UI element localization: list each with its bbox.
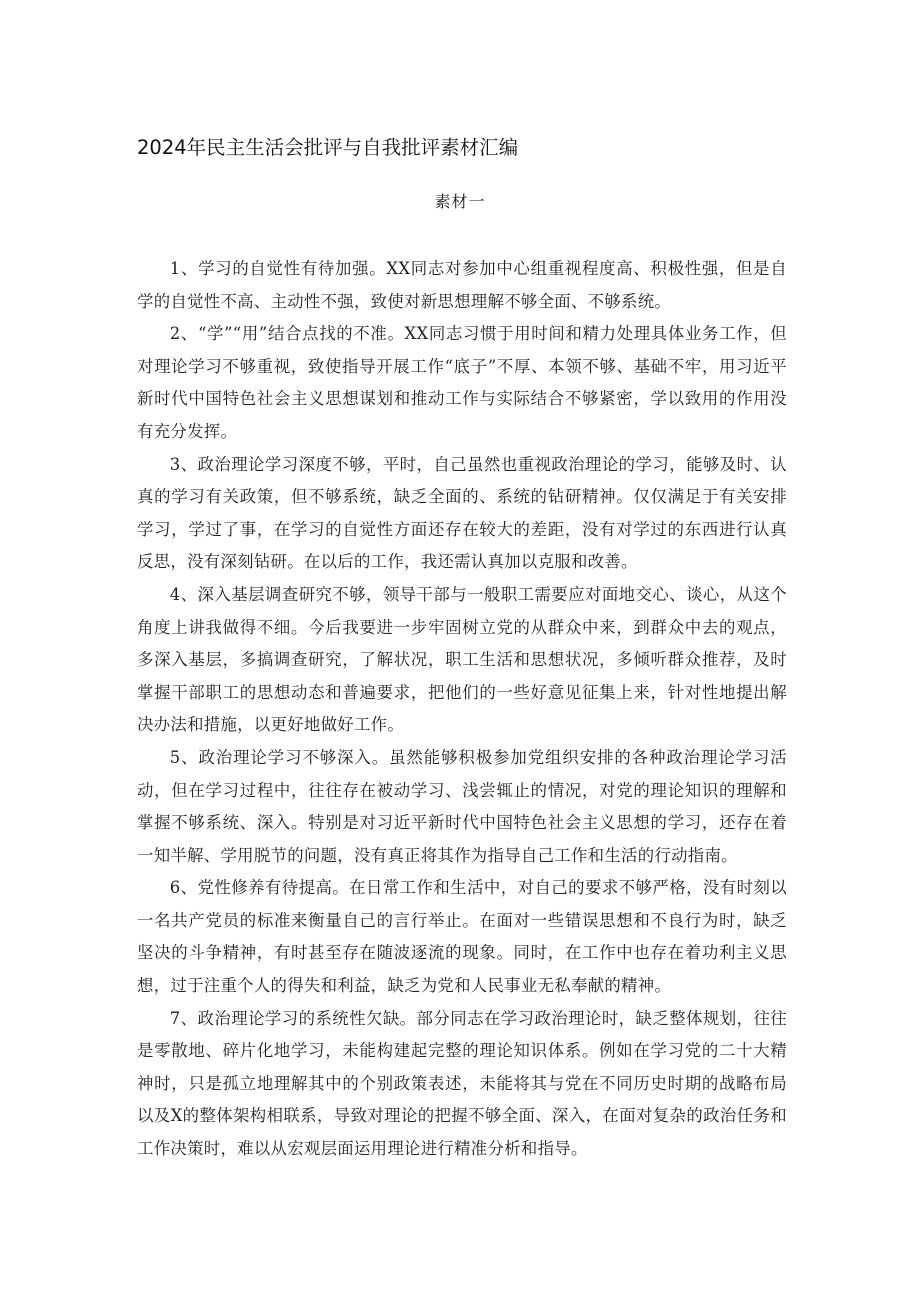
document-title: 2024年民主生活会批评与自我批评素材汇编 — [137, 136, 519, 159]
paragraph-6: 6、党性修养有待提高。在日常工作和生活中，对自己的要求不够严格，没有时刻以一名共产党员的标准来衡量自己的言行举止。在面对一些错误思想和不良行为时，缺乏坚决的斗争精神，有时甚至存在随波逐流的现象。同时，在工作中也存在着功利主义思想，过于注重个人的得失和利益，缺乏为党和人民事业无私奉献的精神。 — [137, 878, 787, 996]
section-heading: 素材一 — [434, 192, 486, 211]
paragraph-5: 5、政治理论学习不够深入。虽然能够积极参加党组织安排的各种政治理论学习活动，但在学习过程中，往往存在被动学习、浅尝辄止的情况，对党的理论知识的理解和掌握不够系统、深入。特别是对习近平新时代中国特色社会主义思想的学习，还存在着一知半解、学用脱节的问题，没有真正将其作为指导自己工作和生活的行动指南。 — [137, 747, 787, 865]
paragraph-3: 3、政治理论学习深度不够，平时，自己虽然也重视政治理论的学习，能够及时、认真的学习有关政策，但不够系统，缺乏全面的、系统的钻研精神。仅仅满足于有关安排学习，学过了事，在学习的自觉性方面还存在较大的差距，没有对学过的东西进行认真反思，没有深刻钻研。在以后的工作，我还需认真加以克服和改善。 — [137, 454, 787, 572]
paragraph-1: 1、学习的自觉性有待加强。XX同志对参加中心组重视程度高、积极性强，但是自学的自觉性不高、主动性不强，致使对新思想理解不够全面、不够系统。 — [137, 259, 787, 311]
document-body — [137, 253, 787, 1166]
paragraph-4: 4、深入基层调查研究不够，领导干部与一般职工需要应对面地交心、谈心，从这个角度上讲我做得不细。今后我要进一步牢固树立党的从群众中来，到群众中去的观点，多深入基层，多搞调查研究，了解状况，职工生活和思想状况，多倾听群众推荐，及时掌握干部职工的思想动态和普遍要求，把他们的一些好意见征集上来，针对性地提出解决办法和措施，以更好地做好工作。 — [137, 584, 787, 735]
paragraph-2: 2、“学”“用”结合点找的不准。XX同志习惯于用时间和精力处理具体业务工作，但对理论学习不够重视，致使指导开展工作“底子”不厚、本领不够、基础不牢，用习近平新时代中国特色社会主义思想谋划和推动工作与实际结合不够紧密，学以致用的作用没有充分发挥。 — [137, 324, 787, 441]
paragraph-7: 7、政治理论学习的系统性欠缺。部分同志在学习政治理论时，缺乏整体规划，往往是零散地、碎片化地学习，未能构建起完整的理论知识体系。例如在学习党的二十大精神时，只是孤立地理解其中的个别政策表述，未能将其与党在不同历史时期的战略布局以及X的整体架构相联系，导致对理论的把握不够全面、深入，在面对复杂的政治任务和工作决策时，难以从宏观层面运用理论进行精准分析和指导。 — [137, 1008, 787, 1159]
